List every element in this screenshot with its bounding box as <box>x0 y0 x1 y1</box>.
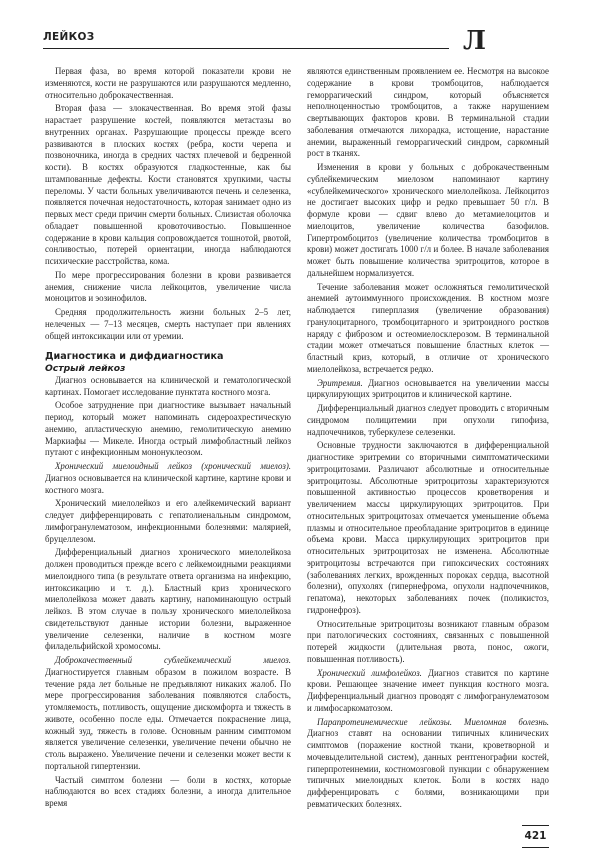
left-column <box>45 66 291 812</box>
paragraph: являются единственным проявлением ее. Несмотря на высокое содержание в крови тромбоцитов, наблюдается геморрагический синдром, который объясняется неполноценностью тромбоцитов, а также нарушением свертывающих факторов крови. В терминальной стадии заболевания отмечаются лихорадка, истощение, нарастание анемии, выраженный геморрагический синдром, саркомный рост в тканях. <box>307 66 549 159</box>
paragraph: Изменения в крови у больных с доброкачественным сублейкемическим миелозом напоминают картину «сублейкемического» хронического миелолейкоза. Лейкоцитоз не достигает высоких цифр и редко превышает 50 г/л. В формуле крови — сдвиг влево до метамиелоцитов и миелоцитов, увеличение количества базофилов. Гипертромбоцитоз (увеличение количества тромбоцитов в крови) может достигать 1000 г/л и более. В начале заболевания может быть повышение количества эритроцитов, которое в дальнейшем нормализуется. <box>307 162 549 278</box>
paragraph-text: Диагноз основывается на увеличении массы циркулирующих эритроцитов и клинической картине. <box>307 377 549 400</box>
subsection-heading: Острый лейкоз <box>45 363 126 375</box>
paragraph-text: Диагностируется главным образом в пожилом возрасте. В течение ряда лет больные не предъявляют никаких жалоб. По мере прогрессирования заболевания появляются слабость, утомляемость, потливость, ощущение дискомфорта и тяжесть в животе, особенно после еды. Отмечается покраснение лица, кожный зуд, тяжесть в голове. Основным ранним симптомом является увеличение селезенки, увеличение печени обычно не столь выражено. Увеличение печени и селезенки может вести к портальной гипертензии. <box>45 666 291 771</box>
paragraph <box>45 655 291 773</box>
paragraph <box>45 461 291 496</box>
paragraph: Средняя продолжительность жизни больных 2–5 лет, нелеченых — 7–13 месяцев, смерть наступает при явлениях общей интоксикации или от уремии. <box>45 307 291 341</box>
paragraph-text: Диагноз ставится по картине крови. Решающее значение имеет пункция костного мозга. Дифференциальный диагноз проводят с лимфогранулематозом и лимфосаркоматозом. <box>307 667 549 713</box>
paragraph: Хронический миелолейкоз и его алейкемический вариант следует дифференцировать с гепатолиенальным синдромом, лимфогранулематозом, инфекционными болезнями: малярией, бруцеллезом. <box>45 498 291 544</box>
term: Эритремия. <box>317 377 363 388</box>
paragraph: Диагноз основывается на клинической и гематологической картинах. Помогает исследование пунктата костного мозга. <box>45 374 291 397</box>
paragraph: По мере прогрессирования болезни в крови развивается анемия, снижение числа лейкоцитов, увеличение числа моноцитов и эозинофилов. <box>45 269 291 304</box>
paragraph: Дифференциальный диагноз хронического миелолейкоза должен проводиться прежде всего с лейкемоидными реакциями миелоидного типа (в результате ответа организма на инфекцию, интоксикацию и т. д.). Бластный криз хронического миелолейкоза может давать картину, напоминающую острый лейкоз. В этом случае в пользу хронического миелолейкоза свидетельствуют данные истории болезни, выраженное увеличение селезенки, наличие в костном мозге филадельфийской хромосомы. <box>45 547 291 652</box>
term: Доброкачественный сублейкемический миелоз. <box>55 655 291 665</box>
page-footer <box>307 825 549 848</box>
paragraph <box>307 717 549 811</box>
paragraph: Особое затруднение при диагностике вызывает начальный период, который может напоминать сидероахрестическую анемию, апластическую анемию, гемолитическую анемию Маркиафы — Микеле. Иногда острый лимфобластный лейкоз путают с инфекционным мононуклеозом. <box>45 400 291 458</box>
paragraph <box>307 668 549 715</box>
paragraph-text: Диагноз основывается на клинической картине, картине крови и костного мозга. <box>45 472 291 495</box>
page-number: 421 <box>522 825 549 848</box>
paragraph <box>307 378 549 402</box>
paragraph: Основные трудности заключаются в дифференциальной диагностике эритремии со вторичными симптоматическими эритроцитозами. Различают абсолютные и относительные эритроцитозы. Абсолютные эритроцитозы характеризуются повышенной активностью процессов кроветворения и увеличением массы циркулирующих эритроцитов. При относительных эритроцитозах отмечается уменьшение объема плазмы и относительное преобладание эритроцитов в единице объема крови. Масса циркулирующих эритроцитов при относительных эритроцитозах не изменена. Абсолютные эритроцитозы встречаются при гипоксических состояниях (заболеваниях легких, врожденных пороках сердца, высотной болезни), опухолях (гипернефрома, опухоли надпочечников, гепатома), некоторых заболеваниях почек (поликистоз, гидронефроз). <box>307 440 549 615</box>
paragraph: Первая фаза, во время которой показатели крови не изменяются, кости не разрушаются или разрушаются медленно, относительно доброкачественная. <box>45 66 291 100</box>
term: Хронический лимфолейкоз. <box>317 667 422 678</box>
running-head: ЛЕЙКОЗ <box>43 31 95 43</box>
section-letter: Л <box>463 26 486 56</box>
right-column <box>307 66 549 848</box>
paragraph: Течение заболевания может осложняться гемолитической анемией аутоиммунного происхождения. В костном мозге наблюдается гиперплазия (увеличение образования) гранулоцитарного, тромбоцитарного и эритроидного ростков наряду с фиброзом и остеомиелосклерозом. В терминальной стадии может отмечаться повышение бластных клеток — бластный криз, который, в отличие от хронического миелолейкоза, встречается редко. <box>307 281 549 374</box>
paragraph-text: Диагноз ставят на основании типичных клинических симптомов (поражение костной ткани, кроветворной и мочевыделительной систем), данных рентгенографии костей, гиперпротеинемии, костномозговой пункции с обнаружением типичных миелоидных клеток. Боли в костях надо дифференцировать с болями, возникающими при ревматических болезнях. <box>307 728 549 809</box>
term: Хронический миелоидный лейкоз (хронический миелоз). <box>55 461 291 471</box>
paragraph: Относительные эритроцитозы возникают главным образом при патологических состояниях, связанных с повышенной потерей жидкости (длительная рвота, понос, ожоги, повышенная потливость). <box>307 618 549 664</box>
term: Парапротеинемические лейкозы. Миеломная болезнь. <box>317 716 549 727</box>
header-rule <box>43 48 449 49</box>
paragraph: Частый симптом болезни — боли в костях, которые наблюдаются во всех стадиях болезни, а иногда длительное время <box>45 774 291 808</box>
section-heading: Диагностика и дифдиагностика <box>45 351 224 363</box>
paragraph: Дифференциальный диагноз следует проводить с вторичным синдромом полицитемии при опухоли гипофиза, надпочечников, туберкулезе селезенки. <box>307 403 549 437</box>
paragraph: Вторая фаза — злокачественная. Во время этой фазы нарастает разрушение костей, появляются метастазы во внутренних органах. Разрушающие процессы прежде всего развиваются в плоских костях (ребра, кости черепа и позвоночника, иногда в средних частях плечевой и бедренной кости). В костях образуются гладкостенные, как бы штампованные дефекты. Кости становятся хрупкими, часты переломы. У части больных увеличиваются печень и селезенка, появляется почечная недостаточность, которая занимает одно из первых мест среди причин смерти больных. Слизистая оболочка обладает повышенной кровоточивостью. Повышенное содержание в крови кальция сопровождается тошнотой, рвотой, сонливостью, потерей ориентации, иногда наблюдаются психические расстройства, кома. <box>45 103 291 266</box>
